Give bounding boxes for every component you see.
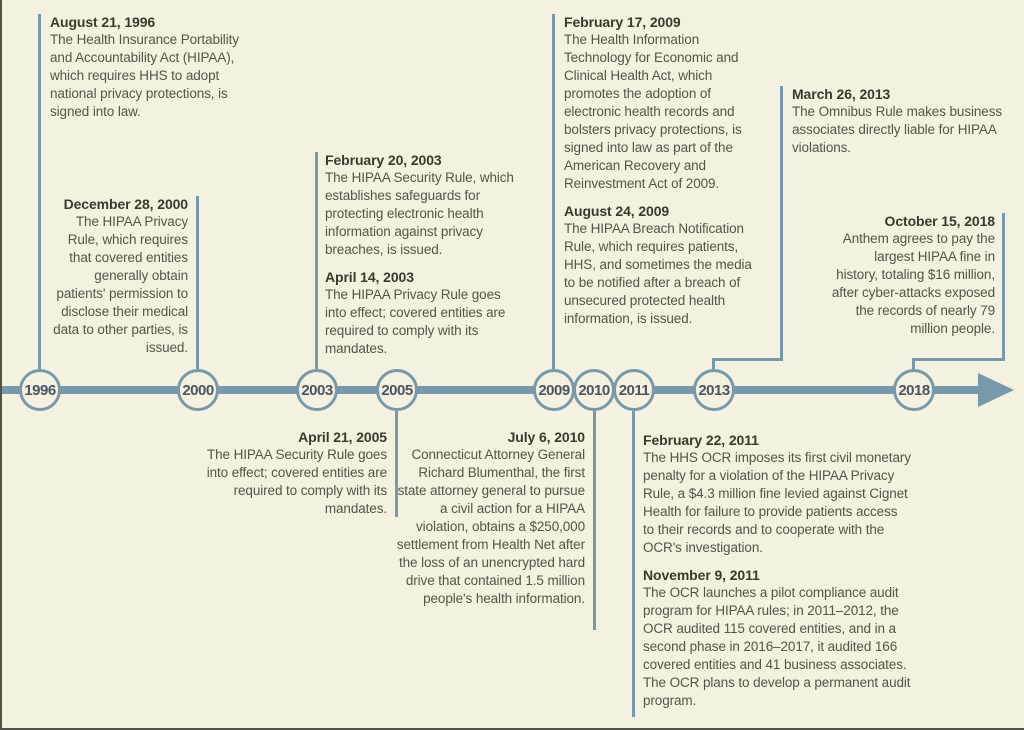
year-marker-2013 — [693, 369, 735, 411]
event-block-2000 — [46, 195, 188, 357]
year-label: 2003 — [301, 381, 333, 399]
connector-2018-vertical — [1002, 213, 1005, 361]
year-label: 2018 — [898, 381, 930, 399]
connector-2009 — [552, 14, 555, 369]
year-marker-2009 — [533, 369, 575, 411]
event-description: The Health Information Technology for Economic and Clinical Health Act, which promotes the adoption of electronic health records and bolsters privacy protections, is signed into law as part of the American Recovery and Reinvestment Act of 2009. — [564, 32, 742, 191]
event-description: The HIPAA Privacy Rule goes into effect; covered entities are required to comply with its mandates. — [325, 287, 506, 356]
event-description: Anthem agrees to pay the largest HIPAA fine in history, totaling $16 million, after cyber-attacks exposed the records of nearly 79 million people. — [831, 231, 995, 336]
event-description: The Omnibus Rule makes business associates directly liable for HIPAA violations. — [792, 104, 1002, 155]
event-block-2013 — [792, 85, 1018, 157]
connector-2018-horizontal — [912, 358, 1005, 361]
event-date: April 21, 2005 — [298, 429, 387, 445]
event-date: December 28, 2000 — [63, 196, 188, 212]
event-block-2005 — [199, 428, 387, 518]
timeline-arrowhead-icon — [978, 373, 1014, 407]
event-description: The HIPAA Breach Notification Rule, which requires patients, HHS, and sometimes the media to be notified after a breach of unsecured protected health information, is issued. — [564, 221, 752, 326]
event-date: August 21, 1996 — [50, 14, 156, 30]
event-description: The HIPAA Privacy Rule, which requires that covered entities generally obtain patients' permission to disclose their medical data to other parties, is issued. — [53, 214, 188, 355]
year-label: 1996 — [24, 381, 56, 399]
event-date: February 20, 2003 — [325, 152, 442, 168]
connector-2013-vertical — [780, 86, 783, 361]
year-marker-2000 — [177, 369, 219, 411]
year-label: 2005 — [381, 381, 413, 399]
event-sub-block — [643, 431, 911, 557]
connector-2011 — [632, 411, 635, 717]
timeline-axis — [2, 386, 980, 394]
event-date: April 14, 2003 — [325, 269, 414, 285]
year-label: 2000 — [182, 381, 214, 399]
event-date: August 24, 2009 — [564, 203, 670, 219]
year-label: 2010 — [578, 381, 610, 399]
connector-2000 — [196, 196, 199, 369]
connector-2003 — [315, 152, 318, 369]
event-description: The HIPAA Security Rule goes into effect; covered entities are required to comply with its mandates. — [206, 447, 387, 516]
event-description: Connecticut Attorney General Richard Blumenthal, the first state attorney general to pursue a civil action for a HIPAA violation, obtains a $250,000 settlement from Health Net after the loss of an unencrypted hard drive that contained 1.5 million people's health information. — [396, 447, 585, 606]
connector-1996 — [38, 14, 41, 369]
year-marker-2003 — [296, 369, 338, 411]
event-block-2011 — [643, 431, 911, 710]
event-date: July 6, 2010 — [507, 429, 585, 445]
year-label: 2013 — [698, 381, 730, 399]
event-description: The HHS OCR imposes its first civil monetary penalty for a violation of the HIPAA Privacy Rule, a $4.3 million fine levied against Cignet Health for failure to provide patients access to their records and to cooperate with the OCR's investigation. — [643, 450, 911, 555]
event-date: November 9, 2011 — [643, 567, 760, 583]
event-description: The OCR launches a pilot compliance audit program for HIPAA rules; in 2011–2012, the OCR audited 115 covered entities, and in a second phase in 2016–2017, it audited 166 covered entities and 41 business associates. The OCR plans to develop a permanent audit program. — [643, 585, 911, 708]
event-date: October 15, 2018 — [884, 213, 995, 229]
event-description: The Health Insurance Portability and Accountability Act (HIPAA), which requires HHS to adopt national privacy protections, is signed into law. — [50, 32, 239, 119]
event-block-2009 — [564, 13, 766, 328]
year-label: 2011 — [618, 381, 650, 399]
event-sub-block — [564, 202, 766, 328]
year-marker-2011 — [613, 369, 655, 411]
event-block-2018 — [830, 212, 995, 338]
connector-2013-horizontal — [712, 358, 783, 361]
event-sub-block — [325, 268, 517, 358]
year-marker-2005 — [376, 369, 418, 411]
event-description: The HIPAA Security Rule, which establishes safeguards for protecting electronic health information against privacy breaches, is issued. — [325, 170, 514, 257]
year-marker-1996 — [19, 369, 61, 411]
event-sub-block — [564, 13, 766, 193]
event-date: March 26, 2013 — [792, 86, 891, 102]
event-block-2010 — [393, 428, 585, 608]
event-block-2003 — [325, 151, 517, 358]
event-sub-block — [325, 151, 517, 259]
year-marker-2010 — [573, 369, 615, 411]
event-date: February 17, 2009 — [564, 14, 681, 30]
event-date: February 22, 2011 — [643, 432, 759, 448]
year-label: 2009 — [538, 381, 570, 399]
event-block-1996 — [50, 13, 252, 121]
event-sub-block — [643, 566, 911, 710]
year-marker-2018 — [893, 369, 935, 411]
connector-2010 — [593, 411, 596, 630]
